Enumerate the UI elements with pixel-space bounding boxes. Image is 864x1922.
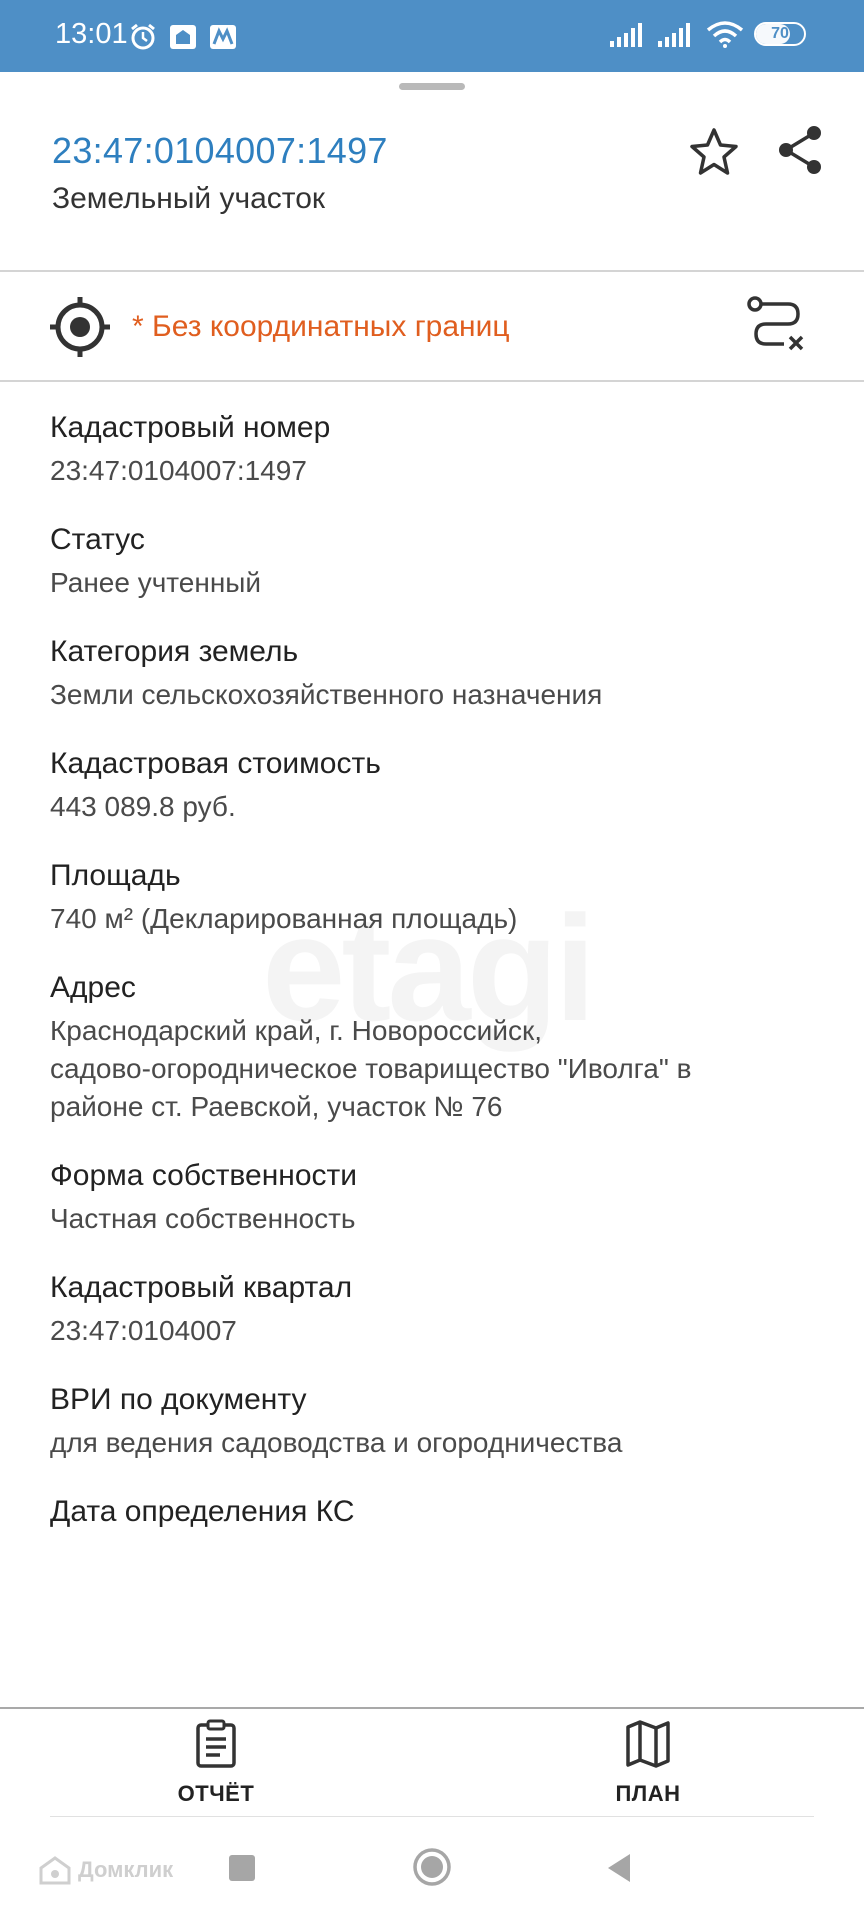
field-label: Кадастровый квартал: [50, 1271, 353, 1304]
back-button[interactable]: [606, 1852, 632, 1884]
field-label: Статус: [50, 523, 145, 556]
field-address: [50, 964, 830, 1126]
favorite-star-icon[interactable]: [688, 126, 740, 178]
field-land-category: [50, 628, 830, 714]
tab-report[interactable]: [116, 1709, 316, 1819]
field-value: 23:47:0104007:1497: [50, 455, 307, 486]
alarm-icon: [128, 22, 158, 52]
page-subtitle: Земельный участок: [52, 182, 326, 215]
field-value: Частная собственность: [50, 1203, 356, 1234]
recent-apps-button[interactable]: [229, 1855, 255, 1881]
route-off-icon[interactable]: [746, 294, 808, 356]
battery-icon: [754, 22, 806, 46]
signal-icon: [658, 21, 696, 47]
status-time: 13:01: [55, 18, 128, 50]
field-valuation-date: [50, 1488, 830, 1536]
field-label: Кадастровый номер: [50, 411, 331, 444]
field-value: Ранее учтенный: [50, 567, 262, 598]
field-label: Адрес: [50, 971, 136, 1004]
property-details-list: [50, 404, 830, 1562]
home-button[interactable]: [412, 1847, 452, 1887]
field-label: Площадь: [50, 859, 181, 892]
field-value: для ведения садоводства и огородничества: [50, 1427, 623, 1458]
page-title: 23:47:0104007:1497: [52, 130, 388, 171]
domklik-watermark: [38, 1855, 173, 1885]
field-status: [50, 516, 830, 602]
field-label: ВРИ по документу: [50, 1383, 307, 1416]
domklik-text: Домклик: [78, 1857, 174, 1882]
field-value: 23:47:0104007: [50, 1315, 237, 1346]
divider: [0, 270, 864, 272]
status-system-icons: [610, 20, 806, 48]
field-label: Кадастровая стоимость: [50, 747, 381, 780]
field-value: 740 м² (Декларированная площадь): [50, 903, 518, 934]
status-bar: [0, 0, 864, 72]
signal-icon: [610, 21, 648, 47]
status-app-icons: [128, 22, 238, 52]
field-value: Земли сельскохозяйственного назначения: [50, 679, 603, 710]
no-coordinates-warning: * Без координатных границ: [132, 310, 510, 343]
tab-plan[interactable]: [548, 1709, 748, 1819]
battery-level: 70: [771, 25, 789, 42]
field-permitted-use: [50, 1376, 830, 1462]
home-app-icon: [168, 22, 198, 52]
sheet-drag-handle[interactable]: [399, 83, 465, 90]
wifi-icon: [706, 20, 744, 48]
system-nav-bar: [0, 1820, 864, 1920]
tab-plan-label: ПЛАН: [615, 1781, 681, 1806]
divider: [50, 1816, 814, 1817]
field-cadastral-number: [50, 404, 830, 490]
divider: [0, 380, 864, 382]
field-ownership-form: [50, 1152, 830, 1238]
domklik-logo-icon: [38, 1855, 72, 1885]
m-app-icon: [208, 22, 238, 52]
field-value: Краснодарский край, г. Новороссийск, садово-огородническое товарищество "Иволга" в районе ст. Раевской, участок № 76: [50, 1015, 692, 1122]
field-value: 443 089.8 руб.: [50, 791, 236, 822]
field-cadastral-quarter: [50, 1264, 830, 1350]
map-icon: [625, 1719, 671, 1769]
share-icon[interactable]: [776, 124, 824, 176]
target-location-icon[interactable]: [48, 295, 112, 359]
field-label: Дата определения КС: [50, 1495, 355, 1528]
field-label: Категория земель: [50, 635, 299, 668]
tab-report-label: ОТЧЁТ: [177, 1781, 255, 1806]
field-label: Форма собственности: [50, 1159, 358, 1192]
clipboard-icon: [193, 1719, 239, 1769]
field-cadastral-value: [50, 740, 830, 826]
field-area: [50, 852, 830, 938]
